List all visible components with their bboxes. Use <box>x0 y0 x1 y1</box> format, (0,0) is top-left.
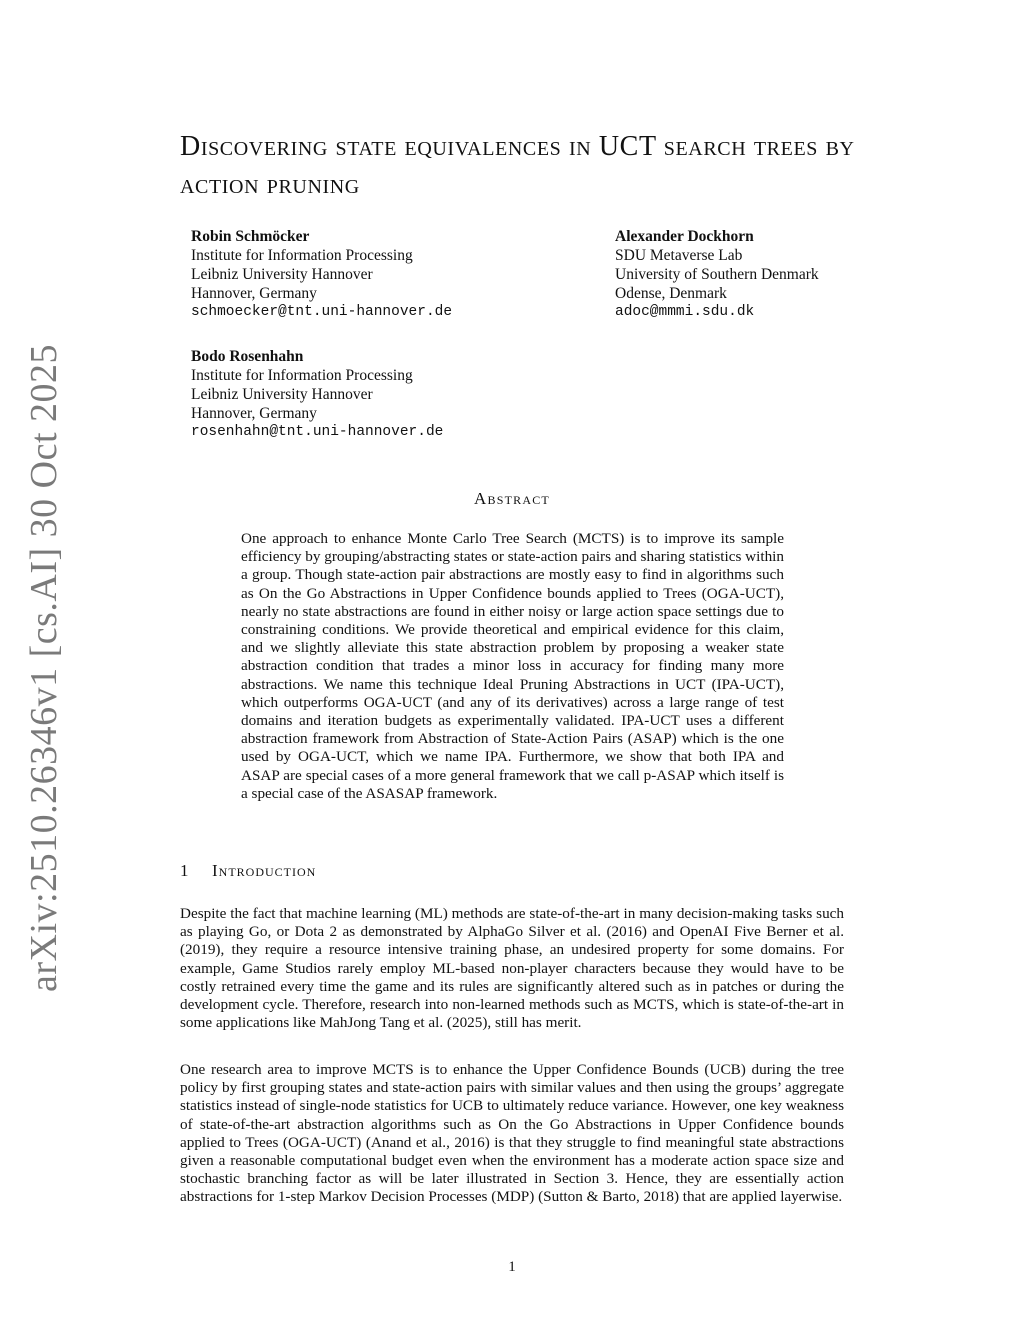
author-affiliation-line: University of Southern Denmark <box>615 266 819 283</box>
author-affiliation-line: Institute for Information Processing <box>191 367 413 384</box>
author-affiliation-line: Hannover, Germany <box>191 405 317 422</box>
author-affiliation-line: Odense, Denmark <box>615 285 727 302</box>
author-name: Robin Schmöcker <box>191 228 310 245</box>
paper-title: Discovering state equivalences in UCT search trees by action pruning <box>180 131 855 200</box>
section-number: 1 <box>180 861 190 880</box>
section-title: Introduction <box>212 861 317 880</box>
body-paragraph: One research area to improve MCTS is to enhance the Upper Confidence Bounds (UCB) during the tree policy by first grouping states and state-action pairs with similar values and then using the groups’ aggregate statistics instead of single-node statistics for UCB to ultimately reduce variance. However, one key weakness of state-of-the-art abstraction algorithms such as On the Go Abstractions in Upper Confidence bounds applied to Trees (OGA-UCT) (Anand et al., 2016) is that they struggle to find meaningful state abstractions given a reasonable computational budget even when the environment has a moderate action space size and stochastic branching factor as will be later illustrated in Section 3. Hence, they are essentially action abstractions for 1-step Markov Decision Processes (MDP) (Sutton & Barto, 2018) that are applied layerwise. <box>180 1061 844 1206</box>
body-paragraph: Despite the fact that machine learning (ML) methods are state-of-the-art in many decision-making tasks such as playing Go, or Dota 2 as demonstrated by AlphaGo Silver et al. (2016) and OpenAI Five Berner et al. (2019), they require a resource intensive training phase, an undesired property for some domains. For example, Game Studios rarely employ ML-based non-player characters because they would have to be costly retrained every time the game and its rules are significantly altered such as in patches or during the development cycle. Therefore, research into non-learned methods such as MCTS, which is state-of-the-art in some applications like MahJong Tang et al. (2025), still has merit. <box>180 905 844 1032</box>
author-affiliation-line: Hannover, Germany <box>191 285 317 302</box>
section-heading-introduction <box>180 861 316 881</box>
page-number: 1 <box>508 1259 516 1275</box>
abstract-text: One approach to enhance Monte Carlo Tree Search (MCTS) is to improve its sample efficiency by grouping/abstracting states or state-action pairs and sharing statistics within a group. Though state-action pair abstractions are mostly easy to find in algorithms such as On the Go Abstractions in Upper Confidence bounds applied to Trees (OGA-UCT), nearly no state abstractions are found in either noisy or large action space settings due to constraining conditions. We provide theoretical and empirical evidence for this claim, and we slightly alleviate this state abstraction problem by proposing a weaker state abstraction condition that trades a minor loss in accuracy for finding many more abstractions. We name this technique Ideal Pruning Abstractions in UCT (IPA-UCT), which outperforms OGA-UCT (and any of its derivatives) across a large range of test domains and iteration budgets as experimentally validated. IPA-UCT uses a different abstraction framework from Abstraction of State-Action Pairs (ASAP) which is the one used by OGA-UCT, which we name IPA. Furthermore, we show that both IPA and ASAP are special cases of a more general framework that we call p-ASAP which itself is a special case of the ASASAP framework. <box>241 530 784 802</box>
author-block-1 <box>191 227 452 322</box>
abstract-heading: Abstract <box>474 489 550 508</box>
author-email[interactable]: schmoecker@tnt.uni-hannover.de <box>191 304 453 320</box>
author-affiliation-line: SDU Metaverse Lab <box>615 247 743 264</box>
author-affiliation-line: Leibniz University Hannover <box>191 386 373 403</box>
author-email[interactable]: adoc@mmmi.sdu.dk <box>615 304 755 320</box>
author-block-3 <box>191 347 443 442</box>
author-name: Alexander Dockhorn <box>615 228 754 245</box>
author-name: Bodo Rosenhahn <box>191 348 304 365</box>
author-affiliation-line: Leibniz University Hannover <box>191 266 373 283</box>
author-block-2 <box>615 227 819 322</box>
author-email[interactable]: rosenhahn@tnt.uni-hannover.de <box>191 424 444 440</box>
arxiv-side-stamp: arXiv:2510.26346v1 [cs.AI] 30 Oct 2025 <box>23 343 65 993</box>
author-affiliation-line: Institute for Information Processing <box>191 247 413 264</box>
